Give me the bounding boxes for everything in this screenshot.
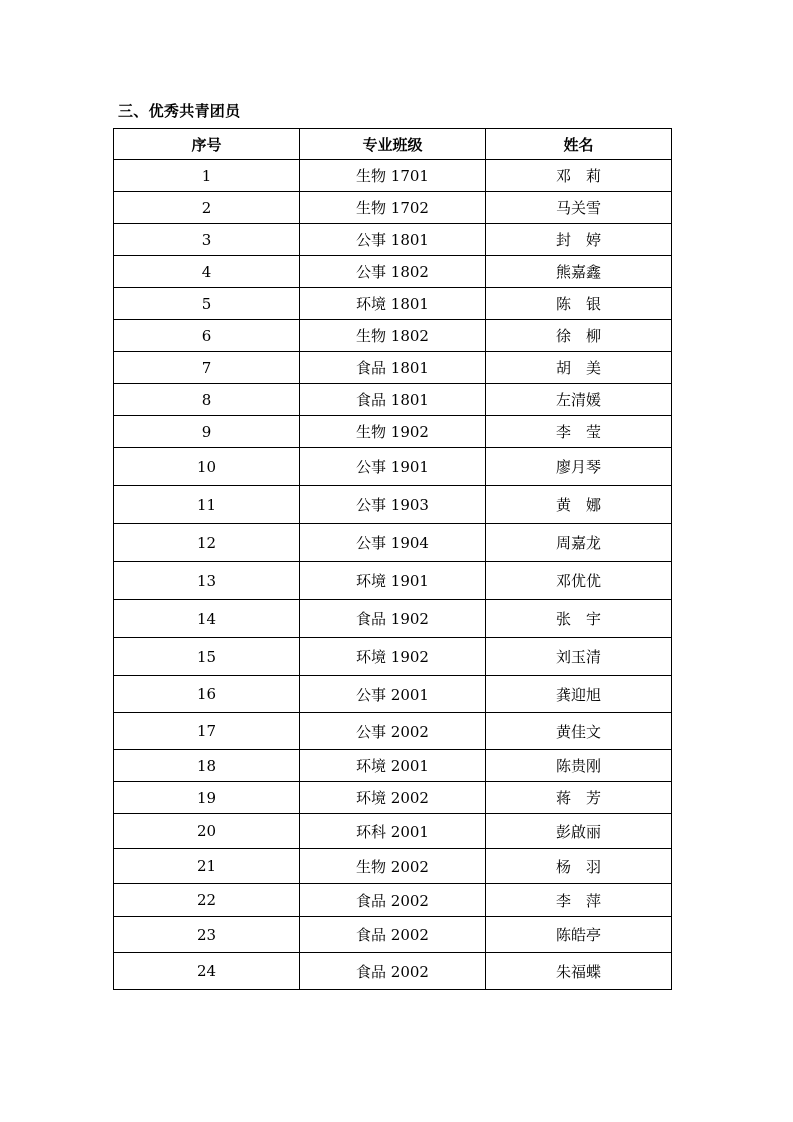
cell-name: 封 婷: [486, 224, 672, 256]
header-major-class: 专业班级: [300, 129, 486, 160]
header-row: [114, 129, 672, 160]
cell-serial-number: 16: [114, 676, 300, 713]
cell-name: 蒋 芳: [486, 782, 672, 814]
cell-major-class: 食品 1801: [300, 384, 486, 416]
table-row: [114, 917, 672, 953]
cell-major-class: 环境 2002: [300, 782, 486, 814]
cell-name: 杨 羽: [486, 849, 672, 884]
cell-serial-number: 4: [114, 256, 300, 288]
cell-name: 陈 银: [486, 288, 672, 320]
table-row: [114, 448, 672, 486]
honor-roster-table: [113, 128, 672, 990]
cell-major-class: 公事 1904: [300, 524, 486, 562]
table-row: [114, 562, 672, 600]
table-row: [114, 288, 672, 320]
cell-name: 陈皓亭: [486, 917, 672, 953]
cell-serial-number: 13: [114, 562, 300, 600]
table-row: [114, 884, 672, 917]
table-row: [114, 192, 672, 224]
cell-major-class: 食品 2002: [300, 953, 486, 990]
cell-name: 邓优优: [486, 562, 672, 600]
cell-serial-number: 24: [114, 953, 300, 990]
table-row: [114, 524, 672, 562]
cell-serial-number: 15: [114, 638, 300, 676]
table-row: [114, 352, 672, 384]
cell-serial-number: 12: [114, 524, 300, 562]
cell-name: 黄佳文: [486, 713, 672, 750]
table-row: [114, 750, 672, 782]
cell-serial-number: 5: [114, 288, 300, 320]
cell-name: 周嘉龙: [486, 524, 672, 562]
cell-major-class: 食品 1902: [300, 600, 486, 638]
cell-serial-number: 10: [114, 448, 300, 486]
cell-name: 李 萍: [486, 884, 672, 917]
cell-serial-number: 17: [114, 713, 300, 750]
cell-name: 邓 莉: [486, 160, 672, 192]
table-row: [114, 160, 672, 192]
cell-major-class: 环境 1902: [300, 638, 486, 676]
table-row: [114, 416, 672, 448]
cell-name: 熊嘉鑫: [486, 256, 672, 288]
table-row: [114, 814, 672, 849]
cell-name: 李 莹: [486, 416, 672, 448]
cell-name: 朱福蝶: [486, 953, 672, 990]
cell-major-class: 公事 2001: [300, 676, 486, 713]
cell-name: 廖月琴: [486, 448, 672, 486]
cell-serial-number: 9: [114, 416, 300, 448]
cell-major-class: 生物 1902: [300, 416, 486, 448]
cell-serial-number: 21: [114, 849, 300, 884]
cell-name: 彭啟丽: [486, 814, 672, 849]
cell-name: 刘玉清: [486, 638, 672, 676]
cell-name: 黄 娜: [486, 486, 672, 524]
cell-major-class: 环科 2001: [300, 814, 486, 849]
cell-major-class: 生物 2002: [300, 849, 486, 884]
cell-major-class: 公事 2002: [300, 713, 486, 750]
cell-serial-number: 19: [114, 782, 300, 814]
table-row: [114, 320, 672, 352]
table-row: [114, 782, 672, 814]
cell-serial-number: 22: [114, 884, 300, 917]
table-row: [114, 676, 672, 713]
cell-major-class: 公事 1801: [300, 224, 486, 256]
cell-serial-number: 1: [114, 160, 300, 192]
table-row: [114, 486, 672, 524]
table-body: [114, 160, 672, 990]
table-row: [114, 638, 672, 676]
cell-name: 龚迎旭: [486, 676, 672, 713]
cell-serial-number: 3: [114, 224, 300, 256]
table-row: [114, 256, 672, 288]
cell-name: 张 宇: [486, 600, 672, 638]
cell-serial-number: 23: [114, 917, 300, 953]
cell-major-class: 环境 1801: [300, 288, 486, 320]
table-row: [114, 953, 672, 990]
table-row: [114, 600, 672, 638]
table-header: [114, 129, 672, 160]
cell-major-class: 食品 1801: [300, 352, 486, 384]
section-title: 三、优秀共青团员: [118, 102, 241, 120]
cell-name: 马关雪: [486, 192, 672, 224]
cell-serial-number: 11: [114, 486, 300, 524]
cell-name: 陈贵刚: [486, 750, 672, 782]
cell-major-class: 公事 1802: [300, 256, 486, 288]
table-row: [114, 713, 672, 750]
cell-major-class: 公事 1901: [300, 448, 486, 486]
header-serial-number: 序号: [114, 129, 300, 160]
header-name: 姓名: [486, 129, 672, 160]
cell-serial-number: 8: [114, 384, 300, 416]
cell-name: 左清媛: [486, 384, 672, 416]
cell-major-class: 生物 1702: [300, 192, 486, 224]
cell-name: 徐 柳: [486, 320, 672, 352]
cell-major-class: 公事 1903: [300, 486, 486, 524]
cell-major-class: 环境 1901: [300, 562, 486, 600]
cell-major-class: 食品 2002: [300, 884, 486, 917]
table-row: [114, 849, 672, 884]
cell-name: 胡 美: [486, 352, 672, 384]
cell-serial-number: 7: [114, 352, 300, 384]
cell-serial-number: 2: [114, 192, 300, 224]
cell-major-class: 生物 1802: [300, 320, 486, 352]
cell-serial-number: 14: [114, 600, 300, 638]
cell-serial-number: 20: [114, 814, 300, 849]
cell-serial-number: 6: [114, 320, 300, 352]
cell-major-class: 生物 1701: [300, 160, 486, 192]
table-row: [114, 224, 672, 256]
table-row: [114, 384, 672, 416]
cell-major-class: 食品 2002: [300, 917, 486, 953]
cell-serial-number: 18: [114, 750, 300, 782]
cell-major-class: 环境 2001: [300, 750, 486, 782]
